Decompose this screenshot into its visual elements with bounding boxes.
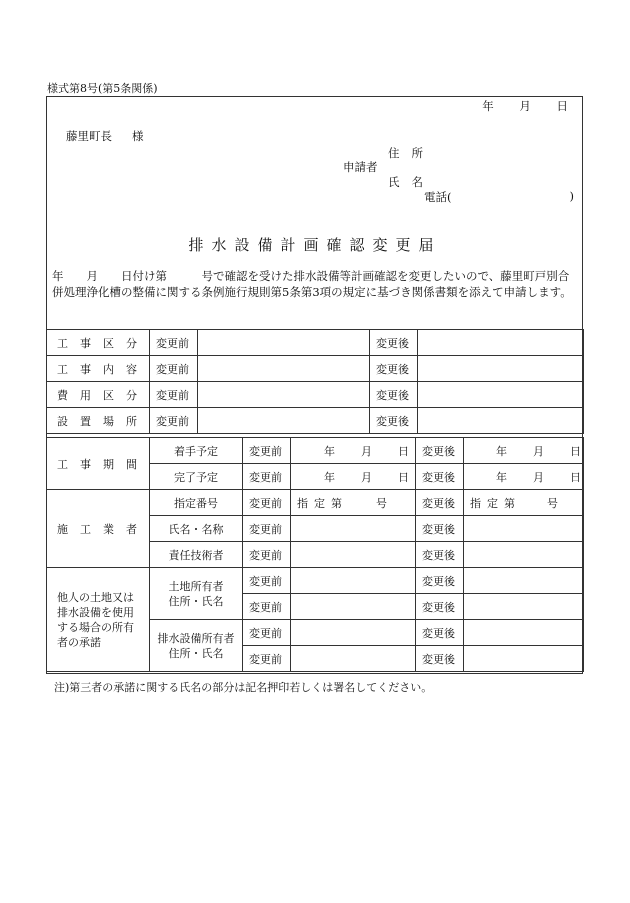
before-value[interactable] [198, 356, 370, 382]
date-day: 日 [556, 99, 568, 113]
after-label: 変更後 [416, 516, 464, 542]
before-value[interactable] [198, 382, 370, 408]
before-label: 変更前 [150, 330, 198, 356]
after-label: 変更後 [416, 568, 464, 594]
tel-open: 電話( [424, 190, 452, 204]
after-value[interactable] [418, 408, 584, 434]
contractor-name-after[interactable] [464, 516, 584, 542]
drain-owner-after-2[interactable] [464, 646, 584, 672]
contractor-name-before[interactable] [291, 516, 416, 542]
change-table-1 [46, 329, 584, 434]
land-owner-after-2[interactable] [464, 594, 584, 620]
drain-owner-after-1[interactable] [464, 620, 584, 646]
before-label: 変更前 [243, 646, 291, 672]
before-label: 変更前 [150, 356, 198, 382]
land-owner-after-1[interactable] [464, 568, 584, 594]
date-month: 月 [519, 99, 531, 113]
date-line [460, 98, 568, 114]
after-label: 変更後 [370, 330, 418, 356]
before-value[interactable] [198, 408, 370, 434]
designation-after[interactable]: 指定第 号 [464, 490, 584, 516]
before-label: 変更前 [243, 438, 291, 464]
address-label: 住所 [388, 146, 435, 160]
contractor-label: 施工業者 [47, 490, 150, 568]
body-text: 年 月 日付け第 号で確認を受けた排水設備等計画確認を変更したいので、藤里町戸別合併処理浄化槽の整備に関する条例施行規則第5条第3項の規定に基づき関係書類を添えて申請します。 [52, 269, 572, 299]
contractor-name-label: 氏名・名称 [150, 516, 243, 542]
tel-label [424, 189, 574, 205]
table-row [47, 408, 584, 434]
change-table-2 [46, 437, 584, 672]
before-label: 変更前 [243, 594, 291, 620]
drain-owner-before-1[interactable] [291, 620, 416, 646]
before-label: 変更前 [243, 464, 291, 490]
after-label: 変更後 [416, 464, 464, 490]
name-label: 氏名 [388, 175, 435, 189]
end-after-date[interactable]: 年 月 日 [464, 464, 584, 490]
after-label: 変更後 [370, 408, 418, 434]
engineer-label: 責任技術者 [150, 542, 243, 568]
after-label: 変更後 [416, 542, 464, 568]
applicant-label: 申請者 [343, 160, 378, 174]
table-row [47, 356, 584, 382]
row-label: 工事内容 [47, 356, 150, 382]
addressee-name: 藤里町長 [66, 129, 112, 143]
designation-before[interactable]: 指定第 号 [291, 490, 416, 516]
period-label: 工事期間 [47, 438, 150, 490]
after-label: 変更後 [416, 646, 464, 672]
land-owner-before-2[interactable] [291, 594, 416, 620]
date-year: 年 [482, 99, 494, 113]
after-label: 変更後 [416, 594, 464, 620]
before-value[interactable] [198, 330, 370, 356]
table-row [47, 382, 584, 408]
consent-label: 他人の土地又は排水設備を使用する場合の所有者の承諾 [47, 568, 150, 672]
start-before-date[interactable]: 年 月 日 [291, 438, 416, 464]
drain-owner-before-2[interactable] [291, 646, 416, 672]
before-label: 変更前 [243, 516, 291, 542]
form-label: 様式第8号(第5条関係) [47, 82, 158, 95]
footnote: 注)第三者の承諾に関する氏名の部分は記名押印若しくは署名してください。 [54, 681, 433, 694]
document-title: 排水設備計画確認変更届 [188, 236, 442, 254]
after-label: 変更後 [370, 356, 418, 382]
engineer-after[interactable] [464, 542, 584, 568]
addressee [66, 128, 144, 144]
after-label: 変更後 [370, 382, 418, 408]
end-before-date[interactable]: 年 月 日 [291, 464, 416, 490]
before-label: 変更前 [243, 542, 291, 568]
row-label: 設置場所 [47, 408, 150, 434]
after-label: 変更後 [416, 490, 464, 516]
start-after-date[interactable]: 年 月 日 [464, 438, 584, 464]
before-label: 変更前 [150, 408, 198, 434]
land-owner-label: 土地所有者 住所・氏名 [150, 568, 243, 620]
land-owner-before-1[interactable] [291, 568, 416, 594]
before-label: 変更前 [243, 568, 291, 594]
end-label: 完了予定 [150, 464, 243, 490]
before-label: 変更前 [243, 490, 291, 516]
after-label: 変更後 [416, 438, 464, 464]
before-label: 変更前 [150, 382, 198, 408]
drain-owner-label: 排水設備所有者 住所・氏名 [150, 620, 243, 672]
after-value[interactable] [418, 356, 584, 382]
addressee-honorific: 様 [132, 129, 144, 143]
after-value[interactable] [418, 330, 584, 356]
engineer-before[interactable] [291, 542, 416, 568]
row-label: 費用区分 [47, 382, 150, 408]
after-value[interactable] [418, 382, 584, 408]
row-label: 工事区分 [47, 330, 150, 356]
table-row [47, 330, 584, 356]
start-label: 着手予定 [150, 438, 243, 464]
tel-close: ) [569, 189, 574, 203]
after-label: 変更後 [416, 620, 464, 646]
before-label: 変更前 [243, 620, 291, 646]
designation-label: 指定番号 [150, 490, 243, 516]
